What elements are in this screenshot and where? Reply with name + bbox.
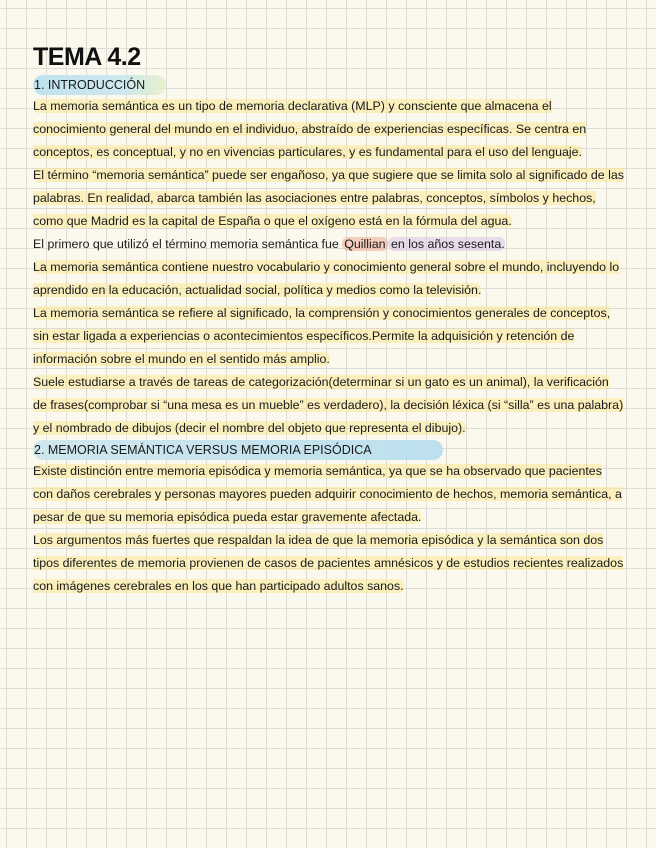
- section-heading-introduccion: 1. INTRODUCCIÓN: [33, 75, 166, 95]
- paragraph: Los argumentos más fuertes que respaldan la idea de que la memoria episódica y la semántica son dos tipos diferentes de memoria provienen de casos de pacientes amnésicos y de estudios recientes realizados con imágenes cerebrales en los que han participado adultos sanos.: [33, 533, 624, 593]
- paragraph-quillian: [33, 233, 625, 256]
- document-page: [33, 42, 625, 598]
- paragraph: Existe distinción entre memoria episódica y memoria semántica, ya que se ha observado que pacientes con daños cerebrales y personas mayores pueden adquirir conocimiento de hechos, memoria semántica, a pesar de que su memoria episódica pueda estar gravemente afectada.: [33, 464, 622, 524]
- section-heading-memoria-semantica-versus-episodica: 2. MEMORIA SEMÁNTICA VERSUS MEMORIA EPISÓDICA: [33, 440, 443, 460]
- paragraph: Suele estudiarse a través de tareas de categorización(determinar si un gato es un animal), la verificación de frases(comprobar si “una mesa es un mueble” es verdadero), la decisión léxica (si “silla” es una palabra) y el nombrado de dibujos (decir el nombre del objeto que representa el dibujo).: [33, 375, 624, 435]
- page-title: TEMA 4.2: [33, 43, 141, 71]
- paragraph: El término “memoria semántica” puede ser engañoso, ya que sugiere que se limita solo al significado de las palabras. En realidad, abarca también las asociaciones entre palabras, conceptos, símbolos y hechos, como que Madrid es la capital de España o que el oxígeno está en la fórmula del agua.: [33, 168, 624, 228]
- quillian-text-after: en los años sesenta.: [387, 237, 505, 251]
- paragraph: La memoria semántica se refiere al significado, la comprensión y conocimientos generales de conceptos, sin estar ligada a experiencias o acontecimientos específicos.Permite la adquisición y retención de información sobre el mundo en el sentido más amplio.: [33, 306, 611, 366]
- quillian-name: Quillian: [344, 237, 386, 251]
- paragraph: La memoria semántica es un tipo de memoria declarativa (MLP) y consciente que almacena el conocimiento general del mundo en el individuo, abstraído de experiencias específicas. Se centra en conceptos, es conceptual, y no en vivencias particulares, y es fundamental para el uso del lenguaje.: [33, 99, 587, 159]
- paragraph: La memoria semántica contiene nuestro vocabulario y conocimiento general sobre el mundo, incluyendo lo aprendido en la educación, actualidad social, política y medios como la televisión.: [33, 260, 620, 297]
- quillian-text-before: El primero que utilizó el término memoria semántica fue: [33, 237, 343, 251]
